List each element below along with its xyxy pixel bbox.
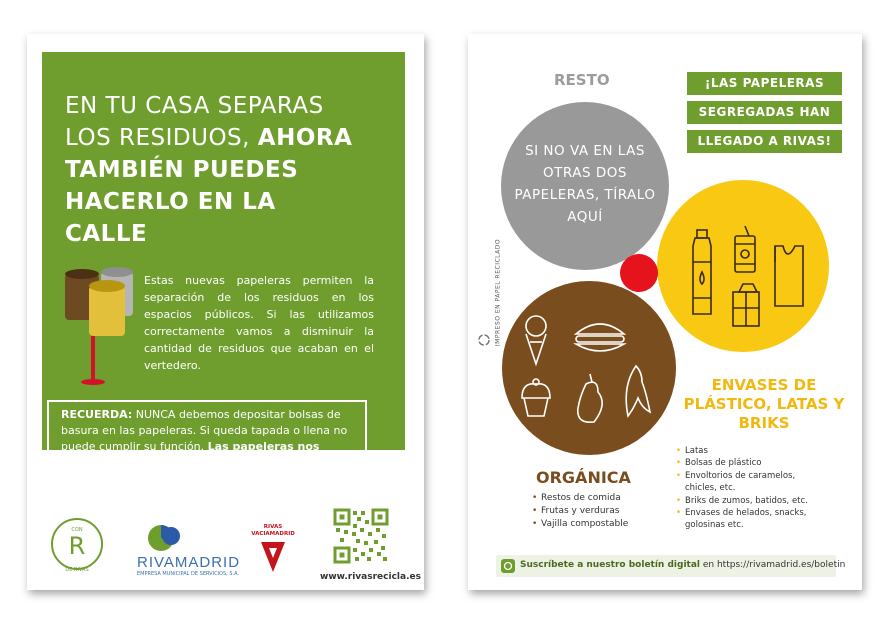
can-icon bbox=[735, 226, 755, 272]
rivamadrid-logo-icon bbox=[145, 522, 187, 552]
banana-icon bbox=[626, 366, 650, 416]
headline-light: EN TU CASA SEPARAS LOS RESIDUOS, bbox=[65, 93, 324, 151]
reminder-box bbox=[47, 400, 367, 478]
organica-list bbox=[532, 492, 662, 531]
con-r-de-rivas-logo bbox=[49, 514, 105, 576]
envases-list bbox=[676, 445, 826, 532]
rivamadrid-name: RIVAMADRID bbox=[137, 554, 241, 571]
right-flyer bbox=[468, 34, 862, 590]
rivas-logo-line1: RIVAS bbox=[263, 524, 283, 530]
rivas-logo-line2: VACIAMADRID bbox=[251, 531, 295, 537]
body-text: Estas nuevas papeleras permiten la separación de los residuos en los espacios públicos. Si las utilizamos correctamente vamos a disminuir la cantidad de residuos que acaban en el vertedero. bbox=[144, 274, 374, 372]
organica-icons bbox=[518, 312, 660, 432]
red-dot bbox=[620, 254, 658, 292]
recycle-icon bbox=[478, 334, 490, 346]
left-flyer bbox=[27, 34, 424, 590]
logo-con-text: CON bbox=[71, 527, 83, 533]
qr-code[interactable] bbox=[333, 508, 389, 564]
organica-item: • Frutas y verduras bbox=[532, 505, 662, 518]
plastic-bag-icon bbox=[775, 246, 803, 306]
envases-item: • Briks de zumos, batidos, etc. bbox=[676, 495, 826, 507]
banner-line-1: ¡LAS PAPELERAS bbox=[687, 72, 842, 95]
sandwich-icon bbox=[576, 324, 624, 351]
brik-icon bbox=[733, 284, 759, 326]
newsletter-link[interactable]: en https://rivamadrid.es/boletin bbox=[702, 560, 846, 570]
banner-line-3: LLEGADO A RIVAS! bbox=[687, 130, 842, 153]
pear-icon bbox=[578, 374, 602, 422]
envases-icons bbox=[683, 222, 813, 338]
ice-cream-icon bbox=[526, 316, 546, 364]
headline-bold: AHORA TAMBIÉN PUEDES HACERLO EN LA CALLE bbox=[65, 125, 353, 247]
banner-line-2: SEGREGADAS HAN bbox=[687, 101, 842, 124]
organica-title: ORGÁNICA bbox=[536, 468, 631, 487]
envases-item: • Envoltorios de caramelos, chicles, etc. bbox=[676, 470, 826, 495]
bottle-icon bbox=[693, 230, 711, 314]
envases-item: • Bolsas de plástico bbox=[676, 457, 826, 469]
headline bbox=[65, 90, 365, 250]
organica-item: • Vajilla compostable bbox=[532, 518, 662, 531]
rivamadrid-subtitle: EMPRESA MUNICIPAL DE SERVICIOS, S.A. bbox=[137, 571, 240, 577]
website-link[interactable]: www.rivasrecicla.es bbox=[320, 572, 421, 582]
rivas-shield-icon bbox=[259, 540, 287, 574]
svg-text:R: R bbox=[68, 532, 86, 560]
resto-title: RESTO bbox=[554, 71, 610, 89]
reminder-text: NUNCA debemos depositar bolsas de basura en las papeleras. Si queda tapada o llena no puede cumplir su función. bbox=[61, 408, 348, 453]
cupcake-icon bbox=[522, 379, 550, 416]
bins-illustration bbox=[57, 266, 137, 386]
recycled-paper-note: IMPRESO EN PAPEL RECICLADO bbox=[494, 238, 502, 347]
envases-item: • Latas bbox=[676, 445, 826, 457]
rivas-logo-text bbox=[243, 524, 303, 538]
newsletter-bold: Suscríbete a nuestro boletín digital bbox=[520, 560, 700, 570]
envases-item: • Envases de helados, snacks, golosinas etc. bbox=[676, 507, 826, 532]
newsletter-icon bbox=[500, 558, 516, 574]
newsletter-text bbox=[520, 560, 845, 570]
resto-text: SI NO VA EN LAS OTRAS DOS PAPELERAS, TÍRALO AQUÍ bbox=[514, 143, 656, 225]
reminder-bold: Las papeleras nos ayudan a mantener limpia nuestra ciudad. bbox=[61, 440, 325, 469]
logo-de-rivas-text: DE RIVAS bbox=[65, 567, 89, 573]
organica-item: • Restos de comida bbox=[532, 492, 662, 505]
envases-title: ENVASES DE PLÁSTICO, LATAS Y BRIKS bbox=[683, 376, 845, 432]
reminder-label: RECUERDA: bbox=[61, 408, 133, 421]
